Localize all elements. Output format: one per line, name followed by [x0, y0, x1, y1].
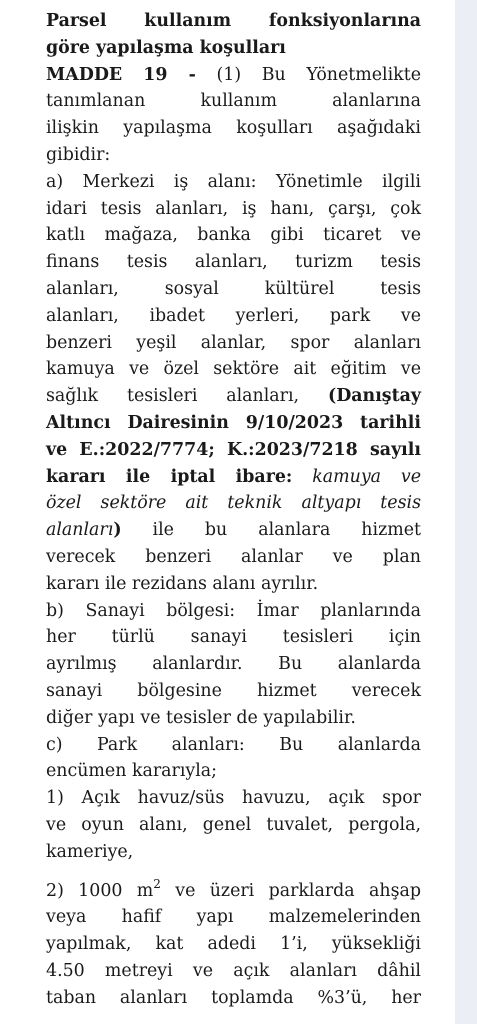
- clause-a-line-1: a) Merkezi iş alanı: Yönetimle ilgili: [46, 171, 421, 192]
- regulation-text: [46, 8, 421, 1011]
- clause-a-line-12: [46, 464, 421, 491]
- article-line-1: [46, 62, 421, 89]
- clause-c-line-1: c) Park alanları: Bu alanlarda: [46, 734, 421, 755]
- item-1-line-1: 1) Açık havuz/süs havuzu, açık spor: [46, 788, 421, 809]
- clause-a-line-5: alanları, sosyal kültürel tesis: [46, 278, 421, 299]
- item-2-line-4: 4.50 metreyi ve açık alanları dâhil: [46, 960, 421, 981]
- annulled-phrase-label: kararı ile iptal ibare:: [46, 466, 293, 487]
- item-2-line-5: taban alanları toplamda %3’ü, her: [46, 987, 421, 1008]
- square-superscript: 2: [153, 876, 161, 891]
- article-line-1-rest: (1) Bu Yönetmelikte: [216, 64, 421, 85]
- clause-b-line-4: sanayi bölgesine hizmet verecek: [46, 680, 421, 701]
- court-ref-line-3: ve E.:2022/7774; K.:2023/7218 sayılı: [46, 439, 421, 460]
- item-2-line-1-rest: ve üzeri parklarda ahşap: [175, 880, 422, 901]
- closing-paren: ): [113, 520, 122, 541]
- item-1-line-3: kameriye,: [46, 841, 134, 862]
- article-line-3: ilişkin yapılaşma koşulları aşağıdaki: [46, 118, 421, 139]
- clause-b-line-3: ayrılmış alanlardır. Bu alanlarda: [46, 654, 421, 675]
- clause-a-line-9-plain: sağlık tesisleri alanları,: [46, 386, 300, 407]
- article-line-4: gibidir:: [46, 144, 111, 165]
- clause-a-line-4: finans tesis alanları, turizm tesis: [46, 252, 421, 273]
- paragraph-gap: [46, 866, 421, 878]
- clause-c-line-2: encümen kararıyla;: [46, 761, 218, 782]
- scrollbar[interactable]: [455, 0, 477, 1024]
- clause-a-line-2: idari tesis alanları, iş hanı, çarşı, çok: [46, 198, 421, 219]
- clause-a-line-3: katlı mağaza, banka gibi ticaret ve: [46, 225, 421, 246]
- clause-b-line-2: her türlü sanayi tesisleri için: [46, 627, 421, 648]
- clause-a-line-6: alanları, ibadet yerleri, park ve: [46, 305, 421, 326]
- clause-a-line-9: [46, 383, 421, 410]
- item-2-line-3: yapılmak, kat adedi 1’i, yüksekliği: [46, 934, 421, 955]
- item-2-line-2: veya hafif yapı malzemelerinden: [46, 907, 421, 928]
- heading-line-1: Parsel kullanım fonksiyonlarına: [46, 11, 421, 31]
- article-label: MADDE 19 -: [46, 64, 196, 85]
- annulled-phrase-start: kamuya ve: [312, 466, 421, 487]
- annulled-phrase-end: alanları: [46, 520, 114, 541]
- clause-b-line-5: diğer yapı ve tesisler de yapılabilir.: [46, 707, 356, 728]
- clause-a-line-8: kamuya ve özel sektöre ait eğitim ve: [46, 359, 421, 380]
- clause-a-line-16: kararı ile rezidans alanı ayrılır.: [46, 573, 319, 594]
- item-2-line-1: [46, 878, 421, 905]
- clause-b-line-1: b) Sanayi bölgesi: İmar planlarında: [46, 600, 421, 621]
- item-1-line-2: ve oyun alanı, genel tuvalet, pergola,: [46, 814, 421, 835]
- clause-a-line-14-plain: ile bu alanlara hizmet: [152, 520, 422, 541]
- article-line-2: tanımlanan kullanım alanlarına: [46, 91, 421, 112]
- annulled-phrase-line-2: özel sektöre ait teknik altyapı tesis: [46, 493, 421, 514]
- court-ref-line-2: Altıncı Dairesinin 9/10/2023 tarihli: [46, 412, 421, 433]
- item-2-area: 2) 1000 m: [46, 880, 154, 901]
- court-ref-start: (Danıştay: [327, 386, 421, 407]
- clause-a-line-7: benzeri yeşil alanlar, spor alanları: [46, 332, 421, 353]
- clause-a-line-15: verecek benzeri alanlar ve plan: [46, 546, 421, 567]
- heading-line-2: göre yapılaşma koşulları: [46, 37, 286, 58]
- clause-a-line-14: [46, 517, 421, 544]
